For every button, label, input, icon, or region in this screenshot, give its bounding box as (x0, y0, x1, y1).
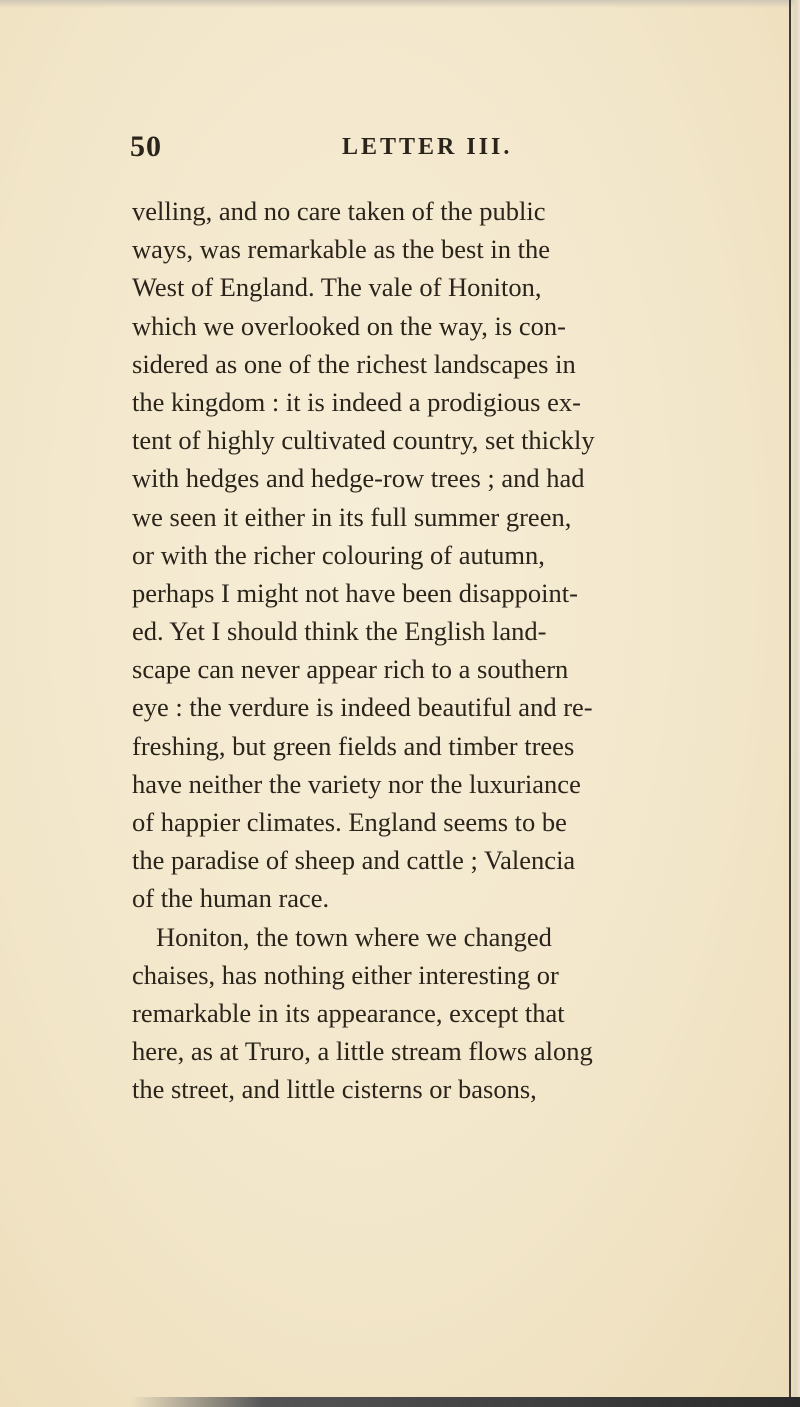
text-line: the paradise of sheep and cattle ; Valencia (132, 845, 576, 876)
text-line: have neither the variety nor the luxuriance (132, 768, 581, 799)
text-line: ways, was remarkable as the best in the (132, 234, 550, 265)
body-text (132, 192, 792, 1109)
text-line: the street, and little cisterns or basons, (132, 1074, 537, 1105)
text-line: or with the richer colouring of autumn, (132, 539, 545, 570)
text-line: scape can never appear rich to a southern (132, 654, 569, 685)
text-line: velling, and no care taken of the public (132, 196, 546, 226)
page-number: 50 (130, 130, 162, 163)
text-line: of happier climates. England seems to be (132, 807, 567, 837)
text-line: freshing, but green fields and timber trees (132, 730, 575, 761)
text-line: here, as at Truro, a little stream flows along (132, 1036, 593, 1067)
paragraph-first-line: Honiton, the town where we changed (156, 921, 552, 952)
text-line: the kingdom : it is indeed a prodigious ex- (132, 386, 581, 417)
text-line: sidered as one of the richest landscapes in (132, 348, 576, 379)
page-header (0, 130, 800, 170)
text-line: tent of highly cultivated country, set thickly (132, 425, 595, 456)
text-line: of the human race. (132, 883, 330, 914)
page-top-edge (0, 0, 800, 8)
text-line: ed. Yet I should think the English land- (132, 616, 547, 647)
page-bottom-edge (130, 1397, 800, 1407)
text-line: with hedges and hedge-row trees ; and had (132, 463, 585, 494)
text-line: West of England. The vale of Honiton, (132, 272, 542, 303)
text-line: perhaps I might not have been disappoint- (132, 577, 578, 608)
running-head: LETTER III. (342, 134, 513, 160)
text-line: we seen it either in its full summer green, (132, 501, 572, 532)
text-line: eye : the verdure is indeed beautiful and re- (132, 692, 593, 723)
text-line: which we overlooked on the way, is con- (132, 310, 566, 341)
text-line: remarkable in its appearance, except that (132, 997, 565, 1028)
text-line: chaises, has nothing either interesting or (132, 959, 559, 990)
